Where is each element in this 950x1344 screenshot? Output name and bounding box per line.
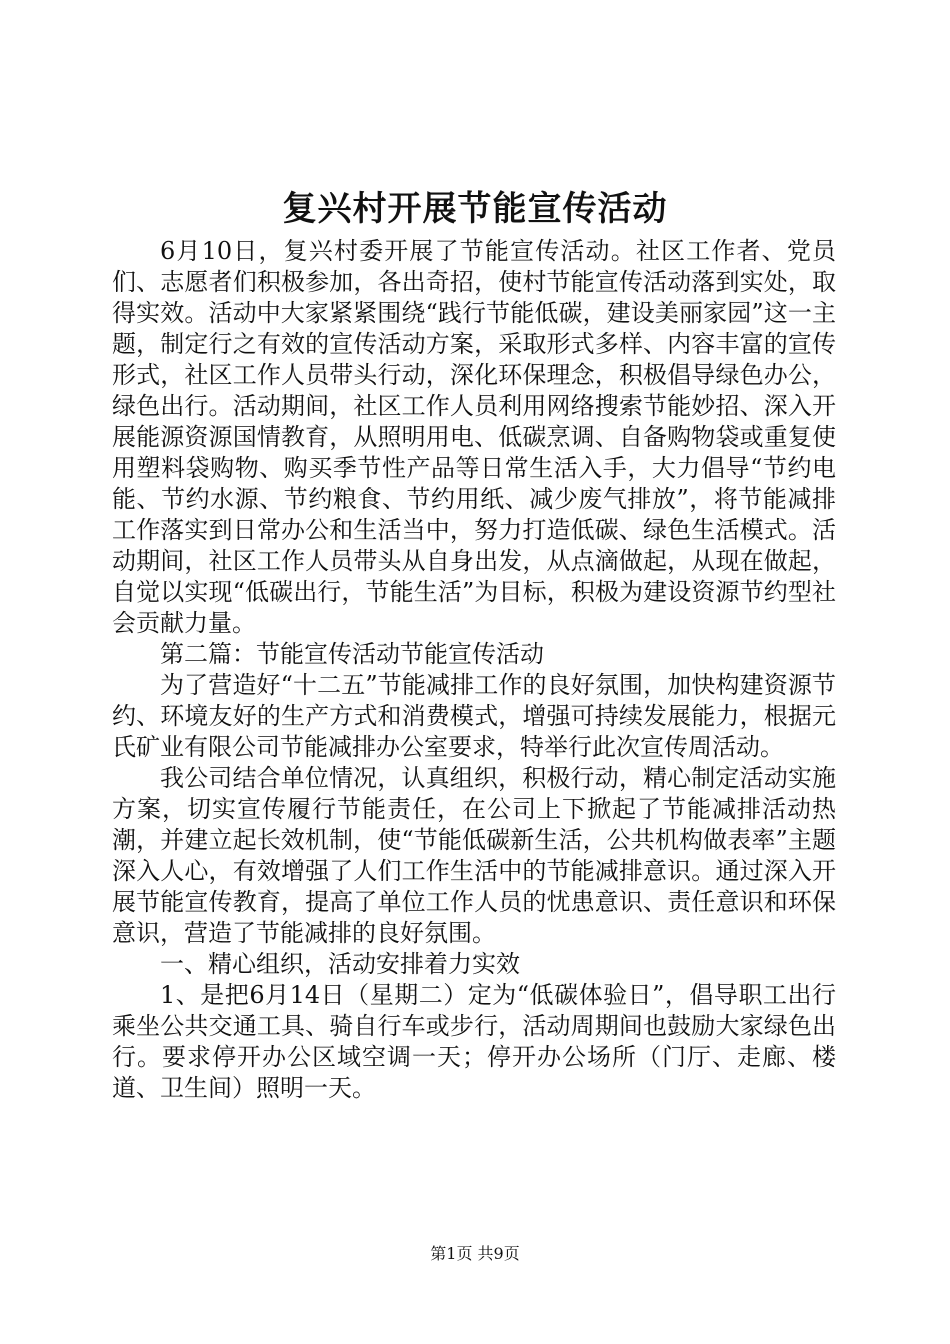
paragraph: 为了营造好“十二五”节能减排工作的良好氛围，加快构建资源节约、环境友好的生产方式和消费模式，增强可持续发展能力，根据元氏矿业有限公司节能减排办公室要求，特举行此次宣传周活动。	[112, 671, 836, 761]
document-body	[112, 236, 836, 1104]
section-heading: 第二篇：节能宣传活动节能宣传活动	[160, 640, 544, 668]
document-title: 复兴村开展节能宣传活动	[282, 189, 668, 229]
paragraph: 1、是把6月14日（星期二）定为“低碳体验日”，倡导职工出行乘坐公共交通工具、骑自行车或步行，活动周期间也鼓励大家绿色出行。要求停开办公区域空调一天；停开办公场所（门厅、走廊、楼道、卫生间）照明一天。	[112, 981, 836, 1102]
page-number-footer: 第1页 共9页	[430, 1244, 520, 1263]
section-heading: 一、精心组织，活动安排着力实效	[160, 950, 520, 978]
paragraph: 我公司结合单位情况，认真组织，积极行动，精心制定活动实施方案，切实宣传履行节能责任，在公司上下掀起了节能减排活动热潮，并建立起长效机制，使“节能低碳新生活，公共机构做表率”主题深入人心，有效增强了人们工作生活中的节能减排意识。通过深入开展节能宣传教育，提高了单位工作人员的忧患意识、责任意识和环保意识，营造了节能减排的良好氛围。	[112, 764, 836, 947]
paragraph: 6月10日，复兴村委开展了节能宣传活动。社区工作者、党员们、志愿者们积极参加，各出奇招，使村节能宣传活动落到实处，取得实效。活动中大家紧紧围绕“践行节能低碳，建设美丽家园”这一主题，制定行之有效的宣传活动方案，采取形式多样、内容丰富的宣传形式，社区工作人员带头行动，深化环保理念，积极倡导绿色办公，绿色出行。活动期间，社区工作人员利用网络搜索节能妙招、深入开展能源资源国情教育，从照明用电、低碳烹调、自备购物袋或重复使用塑料袋购物、购买季节性产品等日常生活入手，大力倡导“节约电能、节约水源、节约粮食、节约用纸、减少废气排放”，将节能减排工作落实到日常办公和生活当中，努力打造低碳、绿色生活模式。活动期间，社区工作人员带头从自身出发，从点滴做起，从现在做起，自觉以实现“低碳出行，节能生活”为目标，积极为建设资源节约型社会贡献力量。	[112, 237, 836, 637]
